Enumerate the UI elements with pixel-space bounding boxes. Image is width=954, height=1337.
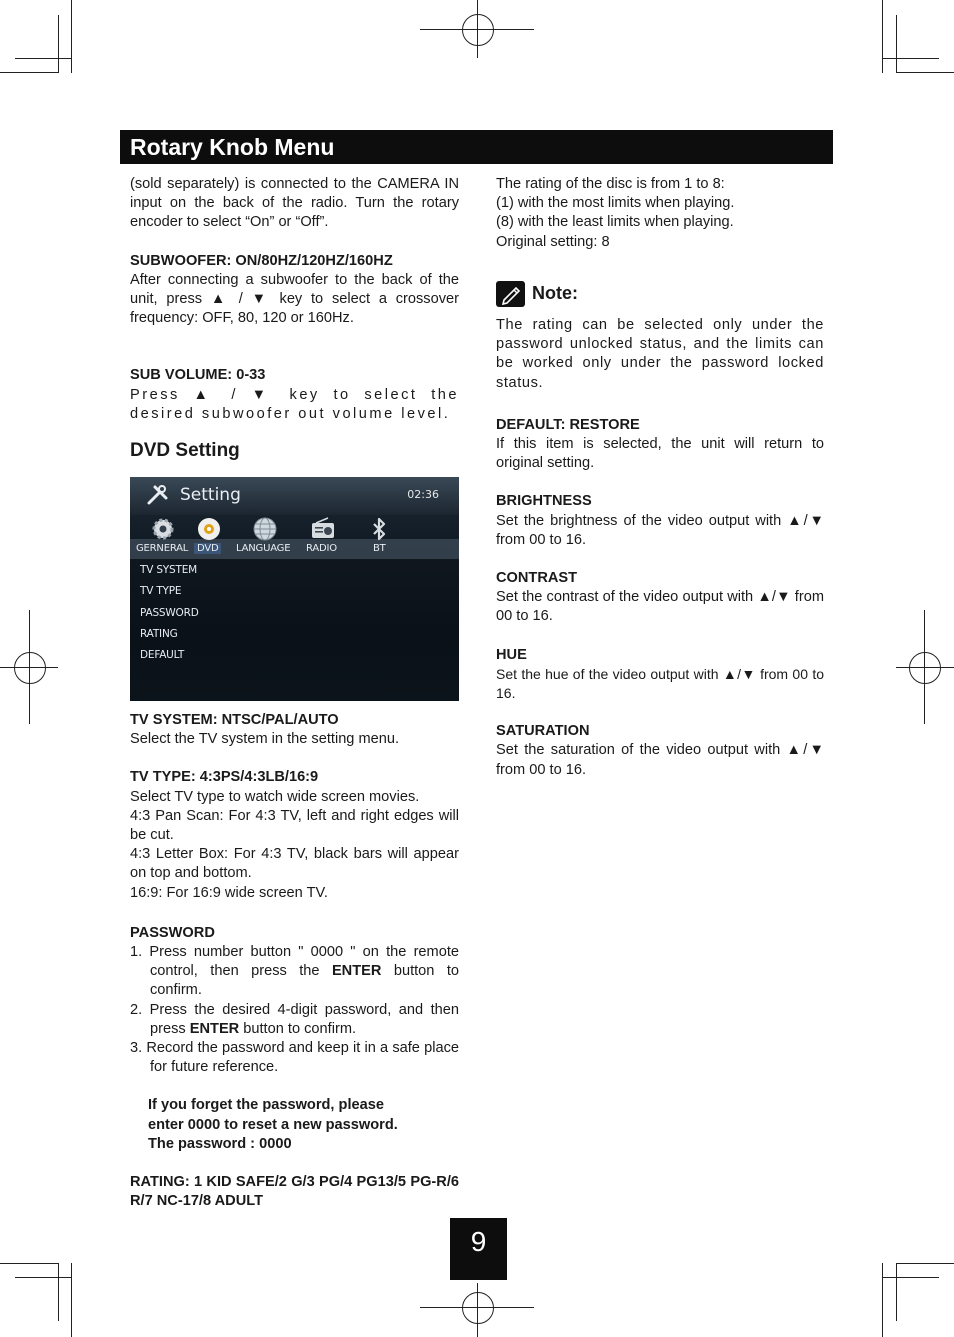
saturation-heading: SATURATION: [496, 723, 590, 740]
hue-heading: HUE: [496, 646, 527, 663]
password-note-line: If you forget the password, please: [148, 1097, 384, 1114]
menu-item-tv-type[interactable]: TV TYPE: [140, 585, 182, 597]
password-note-line: The password : 0000: [148, 1135, 292, 1152]
default-heading: DEFAULT: RESTORE: [496, 416, 640, 433]
tab-bt[interactable]: BT: [373, 543, 386, 554]
contrast-heading: CONTRAST: [496, 570, 578, 587]
menu-item-tv-system[interactable]: TV SYSTEM: [140, 564, 197, 576]
password-step-1: [130, 943, 459, 1001]
right-column-top: [496, 175, 824, 252]
left-column-bottom: [130, 711, 459, 1211]
tvsystem-heading: TV SYSTEM: NTSC/PAL/AUTO: [130, 712, 339, 728]
default-text: If this item is selected, the unit will return to original setting.: [496, 436, 824, 472]
tvtype-heading: TV TYPE: 4:3PS/4:3LB/16:9: [130, 769, 319, 786]
password-note-line: enter 0000 to reset a new password.: [148, 1116, 398, 1133]
rating-line: (1) with the most limits when playing.: [496, 195, 735, 212]
rating-line: Original setting: 8: [496, 233, 610, 250]
dvd-setting-screenshot: [130, 477, 459, 701]
password-step-2: [130, 1001, 459, 1039]
tvtype-line: 16:9: For 16:9 wide screen TV.: [130, 884, 328, 901]
rating-line: The rating of the disc is from 1 to 8:: [496, 176, 725, 192]
note-pencil-icon: [496, 281, 525, 307]
dvd-setting-title-text: DVD Setting: [130, 440, 240, 461]
page-number: 9: [470, 1226, 487, 1257]
subvolume-heading: SUB VOLUME: 0-33: [130, 367, 266, 384]
enter-keyword: ENTER: [189, 1020, 240, 1037]
tab-language[interactable]: LANGUAGE: [236, 543, 291, 554]
contrast-text: Set the contrast of the video output with ▲/▼ from 00 to 16.: [496, 589, 824, 625]
enter-keyword: ENTER: [331, 963, 382, 980]
dvd-setting-title: [130, 439, 240, 463]
tab-general[interactable]: GERNERAL: [136, 543, 189, 554]
brightness-heading: BRIGHTNESS: [496, 493, 592, 510]
wrench-icon: [146, 483, 170, 507]
globe-icon[interactable]: [252, 516, 278, 542]
radio-icon[interactable]: [310, 516, 336, 542]
menu-item-password[interactable]: PASSWORD: [140, 607, 199, 619]
password-heading: PASSWORD: [130, 924, 215, 941]
page-title: Rotary Knob Menu: [130, 134, 335, 160]
tab-dvd[interactable]: DVD: [194, 543, 221, 554]
gear-icon[interactable]: [150, 516, 176, 542]
subvolume-text: Press ▲ / ▼ key to select the desired subwoofer out volume level.: [130, 386, 459, 422]
tvsystem-text: Select the TV system in the setting menu.: [130, 731, 400, 748]
intro-text: (sold separately) is connected to the CAMERA IN input on the back of the radio. Turn the rotary encoder to select “On” or “Off”.: [130, 176, 459, 231]
tvtype-line: Select TV type to watch wide screen movies.: [130, 788, 420, 805]
subwoofer-heading: SUBWOOFER: ON/80HZ/120HZ/160HZ: [130, 252, 393, 269]
tvtype-line: 4:3 Pan Scan: For 4:3 TV, left and right edges will be cut.: [130, 807, 459, 844]
tvtype-line: 4:3 Letter Box: For 4:3 TV, black bars will appear on top and bottom.: [130, 846, 459, 882]
saturation-text: Set the saturation of the video output with ▲/▼ from 00 to 16.: [496, 742, 824, 778]
subwoofer-text: After connecting a subwoofer to the back of the unit, press ▲ / ▼ key to select a crossover frequency: OFF, 80, 120 or 160Hz.: [130, 271, 459, 327]
password-step-2-text-end: button to confirm.: [239, 1020, 357, 1037]
password-step-2-text: 2. Press the desired 4-digit password, and then press: [130, 1001, 459, 1037]
note-label: Note:: [532, 283, 578, 303]
tab-radio[interactable]: RADIO: [306, 543, 337, 554]
password-step-1-text: 1. Press number button " 0000 " on the remote control, then press the: [130, 944, 459, 980]
hue-text: Set the hue of the video output with ▲/▼ from 00 to 16.: [496, 665, 824, 702]
page-number-box: [450, 1218, 507, 1280]
bluetooth-icon[interactable]: [366, 516, 392, 542]
disc-icon[interactable]: [196, 516, 222, 542]
note-text: The rating can be selected only under the password unlocked status, and the limits can be worked only under the password locked status.: [496, 317, 824, 391]
screen-clock: 02:36: [407, 488, 439, 501]
password-step-3: 3. Record the password and keep it in a safe place for future reference.: [130, 1040, 459, 1076]
brightness-text: Set the brightness of the video output with ▲/▼ from 00 to 16.: [496, 512, 824, 548]
pencil-icon: [496, 281, 525, 307]
menu-item-rating[interactable]: RATING: [140, 628, 178, 640]
header-bar: [120, 130, 833, 164]
rating-line: (8) with the least limits when playing.: [496, 214, 734, 231]
left-column-top: [130, 175, 459, 424]
rating-heading: RATING: 1 KID SAFE/2 G/3 PG/4 PG13/5 PG-R/6 R/7 NC-17/8 ADULT: [130, 1174, 459, 1210]
right-column-bottom: [496, 316, 824, 780]
password-step-1-text-end: button to confirm.: [150, 963, 460, 999]
screen-title: Setting: [180, 485, 241, 505]
menu-item-default[interactable]: DEFAULT: [140, 649, 185, 661]
